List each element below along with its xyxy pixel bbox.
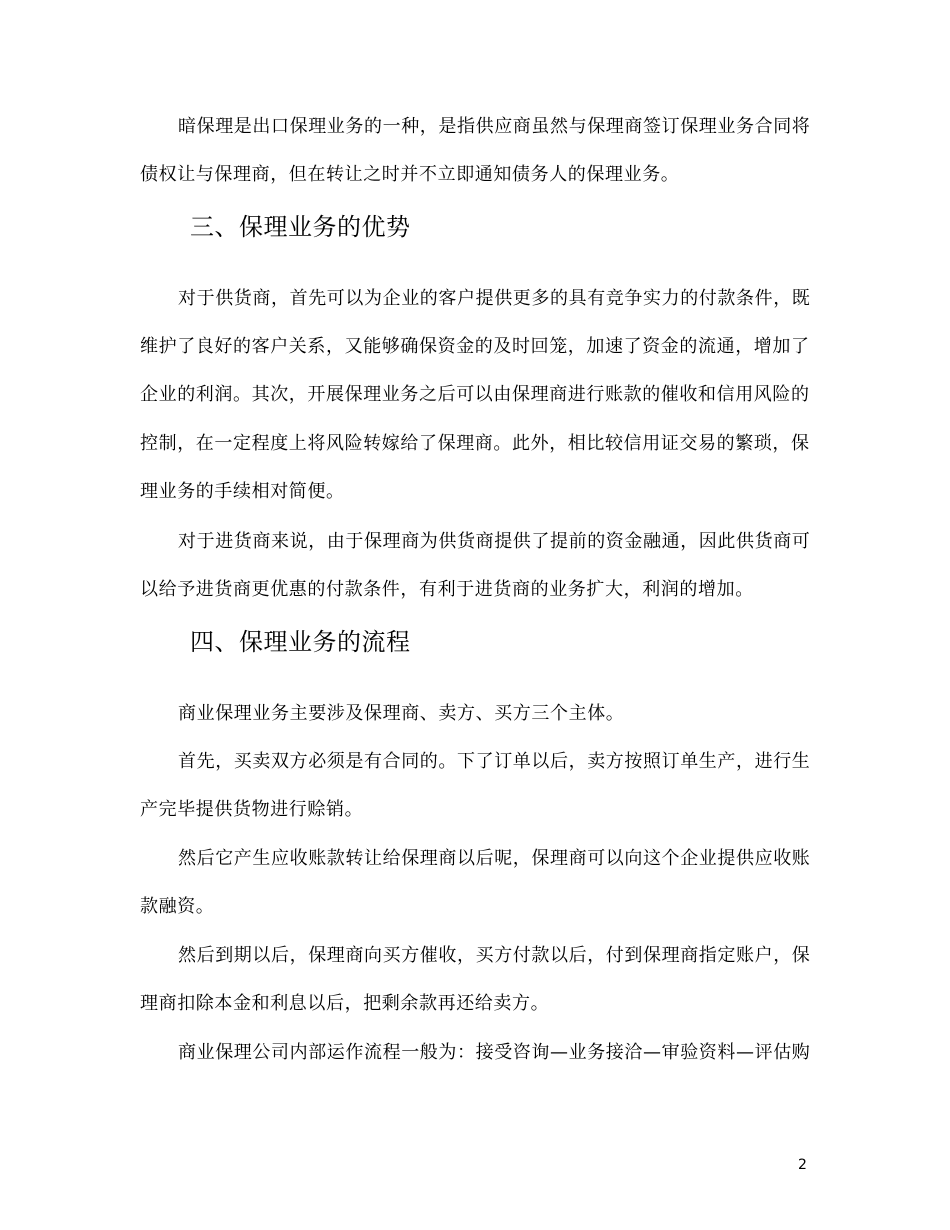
paragraph-line: 然后它产生应收账款转让给保理商以后呢，保理商可以向这个企业提供应收账 bbox=[178, 848, 811, 869]
section-heading: 三、保理业务的优势 bbox=[190, 213, 411, 241]
paragraph-line: 对于进货商来说，由于保理商为供货商提供了提前的资金融通，因此供货商可 bbox=[178, 531, 811, 552]
paragraph-line: 对于供货商，首先可以为企业的客户提供更多的具有竞争实力的付款条件，既 bbox=[178, 288, 811, 309]
paragraph-line: 维护了良好的客户关系，又能够确保资金的及时回笼，加速了资金的流通，增加了 bbox=[140, 336, 810, 357]
paragraph-line: 商业保理公司内部运作流程一般为：接受咨询—业务接洽—审验资料—评估购 bbox=[178, 1042, 811, 1063]
paragraph-line: 债权让与保理商，但在转让之时并不立即通知债务人的保理业务。 bbox=[140, 164, 680, 185]
paragraph-line: 控制，在一定程度上将风险转嫁给了保理商。此外，相比较信用证交易的繁琐，保 bbox=[140, 433, 810, 454]
paragraph-line: 企业的利润。其次，开展保理业务之后可以由保理商进行账款的催收和信用风险的 bbox=[140, 384, 810, 405]
section-heading: 四、保理业务的流程 bbox=[190, 628, 411, 656]
paragraph-line: 商业保理业务主要涉及保理商、卖方、买方三个主体。 bbox=[178, 703, 625, 724]
paragraph-line: 理商扣除本金和利息以后，把剩余款再还给卖方。 bbox=[140, 993, 550, 1014]
paragraph-line: 以给予进货商更优惠的付款条件，有利于进货商的业务扩大，利润的增加。 bbox=[140, 579, 754, 600]
page-number: 2 bbox=[798, 1157, 807, 1173]
paragraph-line: 暗保理是出口保理业务的一种，是指供应商虽然与保理商签订保理业务合同将 bbox=[178, 116, 811, 137]
paragraph-line: 理业务的手续相对简便。 bbox=[140, 481, 345, 502]
paragraph-line: 产完毕提供货物进行赊销。 bbox=[140, 799, 364, 820]
paragraph-line: 然后到期以后，保理商向买方催收，买方付款以后，付到保理商指定账户，保 bbox=[178, 945, 811, 966]
paragraph-line: 首先，买卖双方必须是有合同的。下了订单以后，卖方按照订单生产，进行生 bbox=[178, 751, 811, 772]
paragraph-line: 款融资。 bbox=[140, 896, 215, 917]
